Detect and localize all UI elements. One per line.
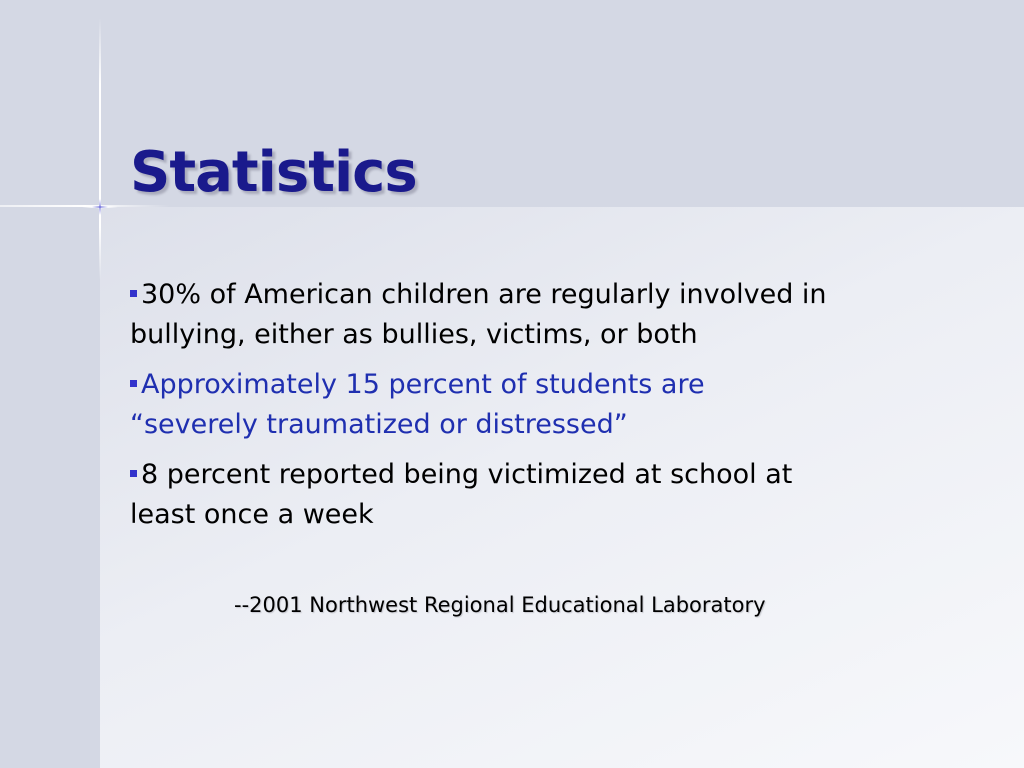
square-bullet-icon — [130, 470, 137, 477]
square-bullet-icon — [130, 380, 137, 387]
bullet-item — [130, 275, 830, 355]
bullet-text: Approximately 15 percent of students are “severely traumatized or distressed” — [130, 369, 705, 440]
bullet-item — [130, 365, 830, 445]
bullet-list — [130, 275, 830, 545]
slide-title: Statistics — [130, 140, 417, 205]
square-bullet-icon — [130, 290, 137, 297]
vertical-line-decoration — [99, 18, 101, 280]
sparkle-icon — [80, 187, 120, 227]
citation: --2001 Northwest Regional Educational Laboratory — [234, 593, 766, 617]
bullet-item — [130, 455, 830, 535]
bullet-text: 8 percent reported being victimized at school at least once a week — [130, 459, 793, 530]
bullet-text: 30% of American children are regularly involved in bullying, either as bullies, victims, or both — [130, 279, 827, 350]
left-band-decoration — [0, 0, 100, 768]
